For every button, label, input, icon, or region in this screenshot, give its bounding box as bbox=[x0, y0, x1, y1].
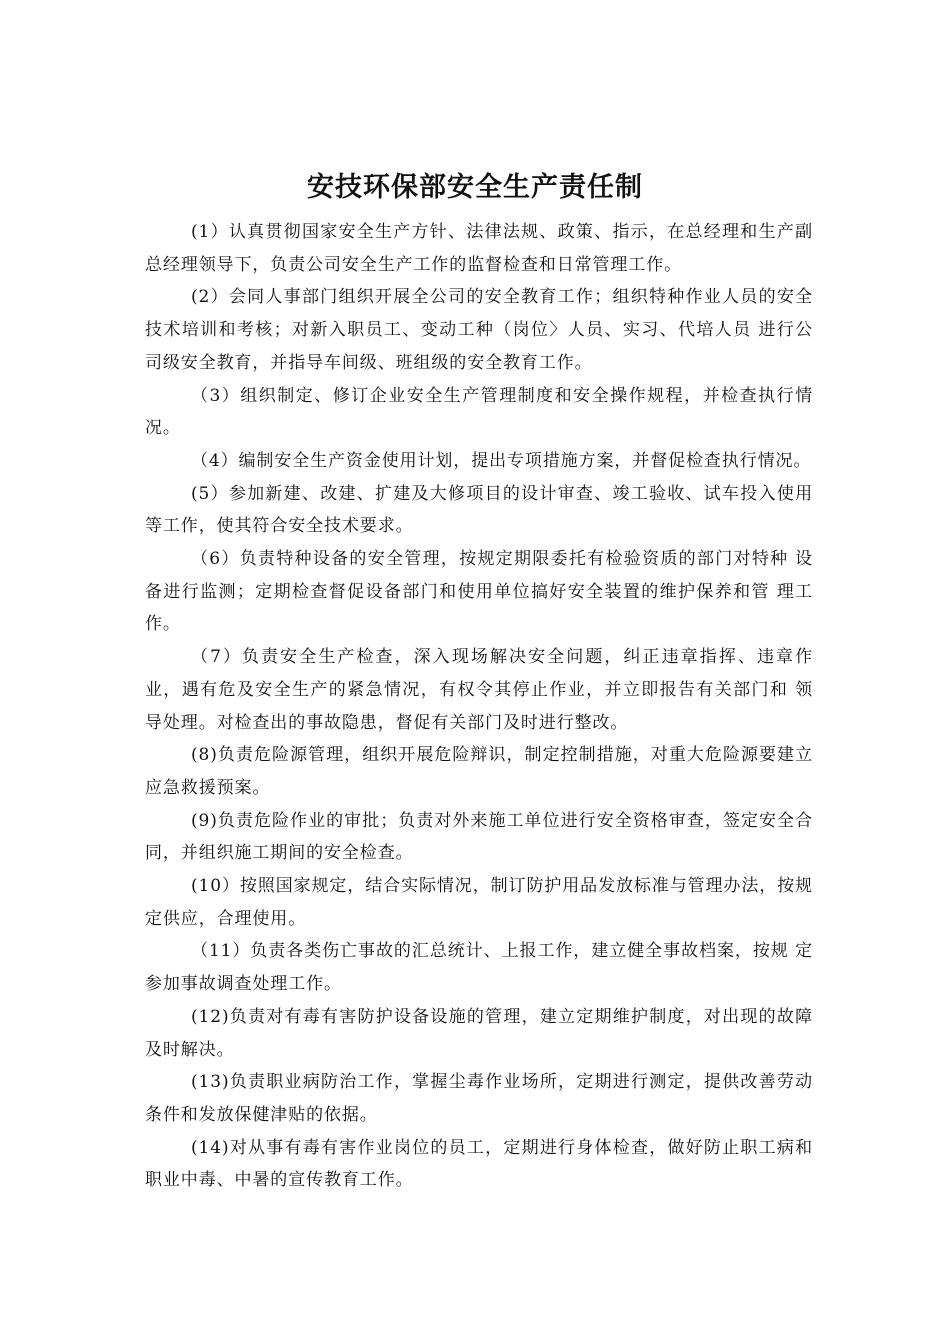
paragraph-8: (8)负责危险源管理，组织开展危险辩识，制定控制措施，对重大危险源要建立应急救援预案。 bbox=[145, 745, 813, 798]
paragraph-5: (5）参加新建、改建、扩建及大修项目的设计审查、竣工验收、试车投入使用等工作，使其符合安全技术要求。 bbox=[145, 483, 813, 537]
paragraph-1: (1）认真贯彻国家安全生产方针、法律法规、政策、指示，在总经理和生产副总经理领导下，负责公司安全生产工作的监督检查和日常管理工作。 bbox=[145, 222, 813, 275]
paragraph-9: (9)负责危险作业的审批；负责对外来施工单位进行安全资格审查，签定安全合同，并组织施工期间的安全检查。 bbox=[145, 810, 813, 864]
paragraph-13: (13)负责职业病防治工作，掌握尘毒作业场所，定期进行测定，提供改善劳动条件和发放保健津贴的依据。 bbox=[145, 1072, 813, 1125]
document-title: 安技环保部安全生产责任制 bbox=[307, 172, 643, 203]
paragraph-11: （11）负责各类伤亡事故的汇总统计、上报工作，建立健全事故档案，按规 定参加事故调查处理工作。 bbox=[145, 941, 813, 995]
paragraph-10: (10）按照国家规定，结合实际情况，制订防护用品发放标准与管理办法，按规定供应，合理使用。 bbox=[145, 876, 813, 929]
document-body bbox=[145, 216, 813, 1197]
paragraph-2: (2）会同人事部门组织开展全公司的安全教育工作；组织特种作业人员的安全技术培训和考核；对新入职员工、变动工种（岗位〉人员、实习、代培人员 进行公司级安全教育，并指导车间级、班组级的安全教育工作。 bbox=[145, 287, 813, 373]
paragraph-7: （7）负责安全生产检查，深入现场解决安全问题，纠正违章指挥、违章作 业，遇有危及安全生产的紧急情况，有权令其停止作业，并立即报告有关部门和 领导处理。对检查出的事故隐患，督促有关部门及时进行整改。 bbox=[145, 647, 813, 733]
paragraph-4: （4）编制安全生产资金使用计划，提出专项措施方案，并督促检查执行情况。 bbox=[191, 450, 812, 471]
paragraph-12: (12)负责对有毒有害防护设备设施的管理，建立定期维护制度，对出现的故障及时解决。 bbox=[145, 1006, 813, 1060]
paragraph-6: （6）负责特种设备的安全管理，按规定期限委托有检验资质的部门对特种 设备进行监测；定期检查督促设备部门和使用单位搞好安全装置的维护保养和管 理工作。 bbox=[145, 549, 813, 635]
paragraph-14: (14)对从事有毒有害作业岗位的员工，定期进行身体检查，做好防止职工病和职业中毒、中暑的宣传教育工作。 bbox=[145, 1137, 813, 1191]
paragraph-3: （3）组织制定、修订企业安全生产管理制度和安全操作规程，并检查执行情况。 bbox=[145, 385, 813, 439]
